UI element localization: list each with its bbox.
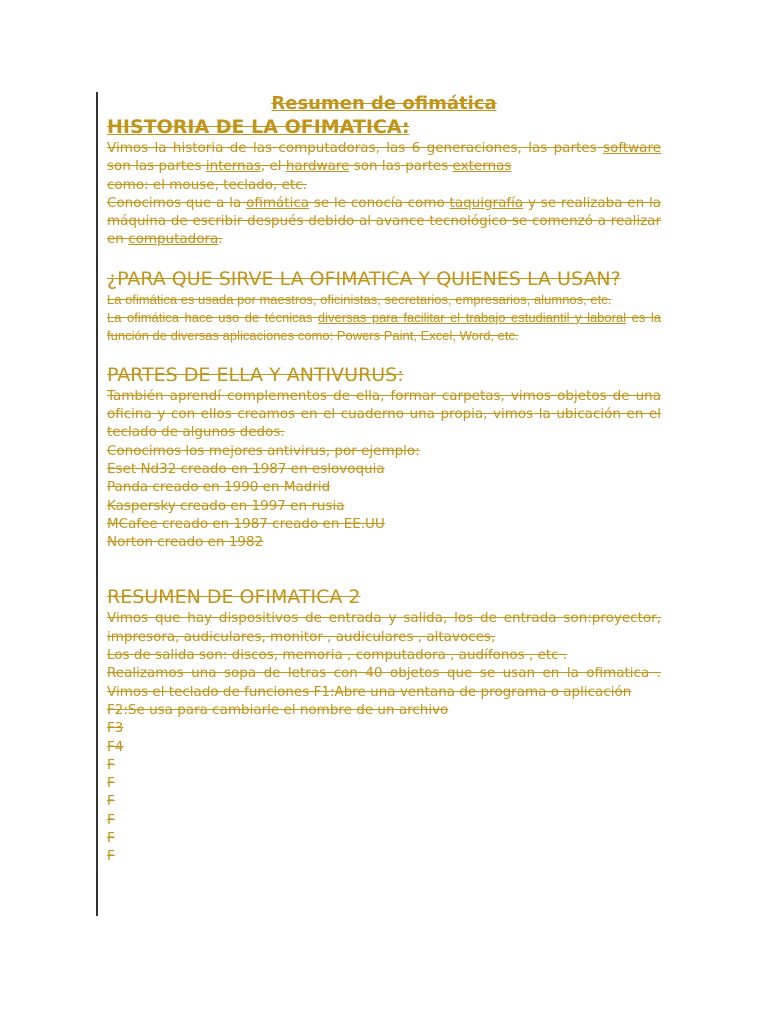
- document-body: [107, 93, 661, 866]
- antivirus-list: [107, 442, 661, 552]
- paragraph-partes-1: También aprendí complementos de ella, formar carpetas, vimos objetos de una oficina y con ellos creamos en el cuaderno una propia, vimos la ubicación en el teclado de algunos dedos.: [107, 387, 661, 441]
- paragraph-resumen2-1: Vimos que hay dispositivos de entrada y salida, los de entrada son:proyector, impresora, audiculares, monitor , audiculares , altavoces,: [107, 610, 661, 645]
- list-item: F3: [107, 720, 124, 737]
- list-item: F: [107, 811, 115, 828]
- tracked-word-taquigrafia: taquigrafía: [449, 194, 524, 211]
- text-run: Vimos la historia de las computadoras, las 6 generaciones, las partes: [107, 140, 597, 156]
- list-item: Kaspersky creado en 1997 en rusia: [107, 497, 345, 514]
- list-item: F: [107, 830, 115, 847]
- heading-historia: HISTORIA DE LA OFIMATICA:: [107, 116, 410, 138]
- list-item: F: [107, 756, 115, 773]
- list-item: F: [107, 848, 115, 865]
- paragraph-resumen2-3: Realizamos una sopa de letras con 40 objetos que se usan en la ofimatica . Vimos el teclado de funciones F1:Abre una ventana de programa o aplicación: [107, 665, 661, 700]
- text-run: y se realizaba en la máquina de escribir después debido al avance tecnológico se comenzó a realizar en: [107, 194, 661, 248]
- text-run: es la función de diversas aplicaciones como: Powers Paint, Excel, Word, etc.: [107, 309, 661, 343]
- change-bar: [96, 92, 98, 916]
- text-run: .: [218, 231, 223, 248]
- heading-resumen-2: RESUMEN DE OFIMATICA 2: [107, 586, 361, 609]
- paragraph-resumen2-2: Los de salida son: discos, memoria , computadora , audífonos , etc .: [107, 647, 568, 664]
- paragraph-historia-1: [107, 139, 661, 194]
- tracked-word-computadora: computadora: [128, 231, 219, 248]
- function-key-list: [107, 701, 661, 866]
- list-item: Conocimos los mejores antivirus, por ejemplo:: [107, 442, 420, 459]
- paragraph-para-que-1: La ofimática es usada por maestros, oficinistas, secretarios, empresarios, alumnos, etc.: [107, 291, 612, 307]
- list-item: F2:Se usa para cambiarle el nombre de un archivo: [107, 701, 449, 718]
- spacer: [107, 551, 661, 585]
- list-item: MCafee creado en 1987 creado en EE.UU: [107, 515, 385, 532]
- list-item: F: [107, 775, 115, 792]
- list-item: Panda creado en 1990 en Madrid: [107, 479, 331, 496]
- tracked-word-internas: internas: [205, 158, 261, 175]
- list-item: Norton creado en 1982: [107, 534, 264, 551]
- tracked-word-ofimatica: ofimática: [246, 194, 310, 211]
- paragraph-historia-2: [107, 194, 661, 249]
- text-run: se le conocía como: [309, 194, 450, 211]
- text-run: , el: [260, 158, 286, 175]
- tracked-word-hardware: hardware: [285, 158, 350, 175]
- spacer: [107, 345, 661, 363]
- tracked-word-software: software: [603, 140, 662, 156]
- list-item: Eset Nd32 creado en 1987 en eslovoquia: [107, 460, 385, 477]
- document-title: Resumen de ofimática: [271, 93, 497, 114]
- text-run: son las partes: [107, 158, 206, 175]
- paragraph-para-que-2: [107, 309, 661, 345]
- tracked-phrase: diversas para facilitar el trabajo estudiantil y laboral: [317, 309, 627, 325]
- text-run: como: el mouse, teclado, etc.: [107, 176, 307, 193]
- text-run: La ofimática hace uso de técnicas: [107, 309, 318, 325]
- heading-para-que: ¿PARA QUE SIRVE LA OFIMATICA Y QUIENES LA USAN?: [107, 267, 621, 290]
- heading-partes: PARTES DE ELLA Y ANTIVURUS:: [107, 363, 404, 386]
- text-run: Conocimos que a la: [107, 194, 247, 211]
- spacer: [107, 249, 661, 267]
- list-item: F: [107, 793, 115, 810]
- text-run: son las partes: [349, 158, 453, 175]
- list-item: F4: [107, 738, 124, 755]
- tracked-word-externas: externas: [452, 158, 512, 175]
